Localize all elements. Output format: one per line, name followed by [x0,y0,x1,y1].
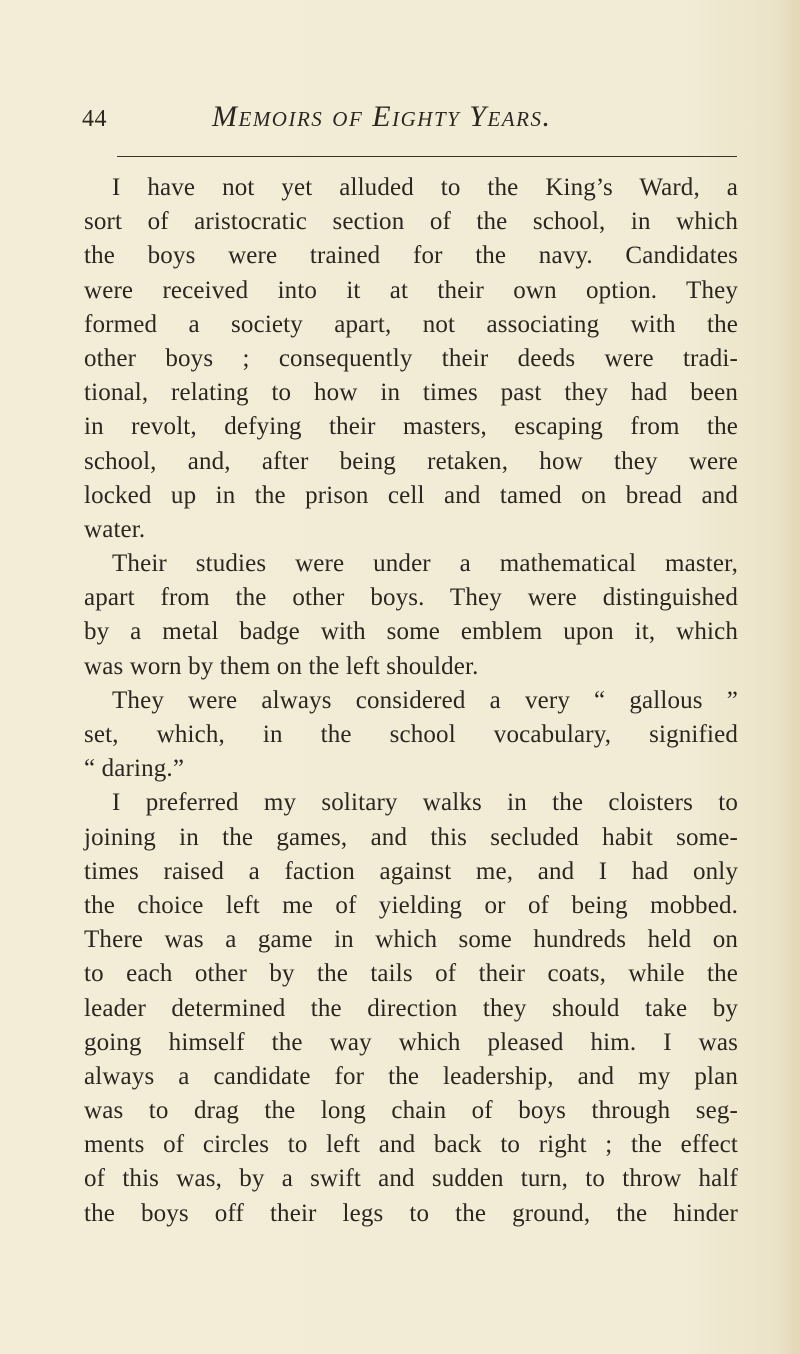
text-line: school, and, after being retaken, how they were [84,447,738,475]
header-rule [117,156,737,157]
text-line: times raised a faction against me, and I had only [84,857,738,885]
text-line: Their studies were under a mathematical master, [112,550,738,578]
page-header [82,100,737,140]
text-line: was worn by them on the left shoulder. [84,652,479,680]
text-line: other boys ; consequently their deeds were tradi- [84,344,738,372]
text-line: set, which, in the school vocabulary, signified [84,721,738,748]
text-line: ments of circles to left and back to right ; the effect [84,1131,738,1159]
text-line: apart from the other boys. They were distinguished [84,584,738,612]
text-line: by a metal badge with some emblem upon it, which [84,618,738,646]
text-line: were received into it at their own option. They [84,276,738,304]
text-line: going himself the way which pleased him. I was [84,1028,738,1056]
text-line: locked up in the prison cell and tamed on bread and [84,481,738,509]
text-line: the boys were trained for the navy. Candidates [84,242,738,270]
text-line: water. [84,515,146,543]
text-line: sort of aristocratic section of the school, in which [84,208,738,236]
text-line: formed a society apart, not associating with the [84,310,738,338]
body-text [84,171,738,1231]
text-line: I have not yet alluded to the King’s Ward, a [112,174,738,201]
text-line: to each other by the tails of their coats, while the [84,960,738,988]
text-line: the boys off their legs to the ground, the hinder [84,1199,738,1227]
text-line: leader determined the direction they should take by [84,994,738,1022]
text-line: tional, relating to how in times past they had been [84,379,738,407]
text-line: They were always considered a very “ gallous ” [112,686,738,714]
text-line: in revolt, defying their masters, escaping from the [84,413,738,441]
text-line: the choice left me of yielding or of being mobbed. [84,891,738,919]
running-title: Memoirs of Eighty Years. [212,100,552,133]
text-line: joining in the games, and this secluded habit some- [84,823,738,851]
text-line: I preferred my solitary walks in the cloisters to [112,789,738,817]
text-line: There was a game in which some hundreds held on [84,926,738,954]
page-number: 44 [82,106,107,132]
text-line: was to drag the long chain of boys through seg- [84,1097,738,1125]
text-line: of this was, by a swift and sudden turn, to throw half [84,1165,738,1193]
text-line: “ daring.” [84,755,185,783]
text-line: always a candidate for the leadership, and my plan [84,1062,738,1090]
